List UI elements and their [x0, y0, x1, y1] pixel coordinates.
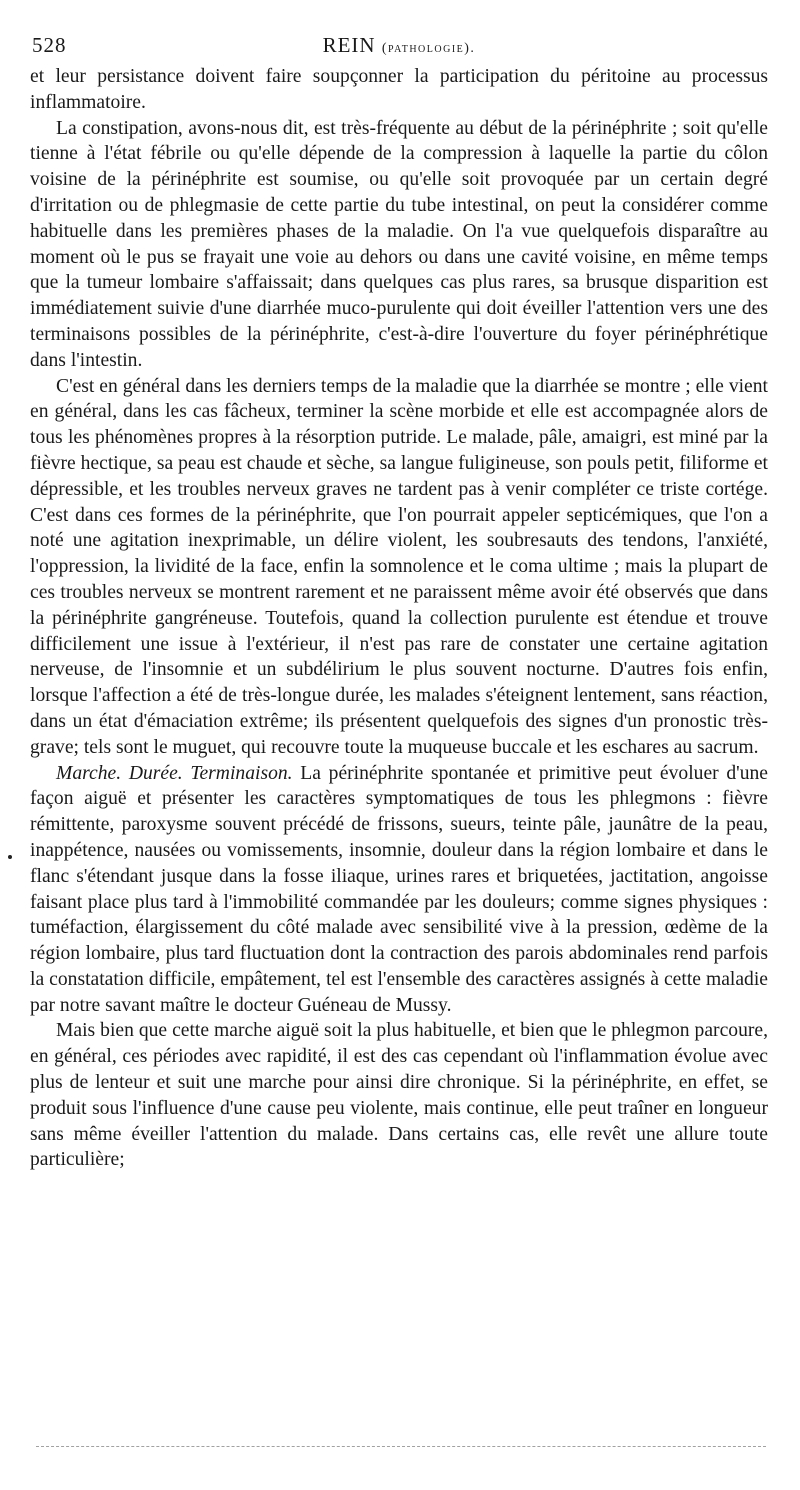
- paragraph-diarrhee: C'est en général dans les derniers temps de la maladie que la diarrhée se montre ; elle vient en général, dans les cas fâcheux, terminer la scène morbide et elle est accompagnée alors de tous les phénomènes propres à la résorption putride. Le malade, pâle, amaigri, est miné par la fièvre hectique, sa peau est chaude et sèche, sa langue fuligineuse, son pouls petit, filiforme et dépressible, et les troubles nerveux graves ne tardent pas à venir compléter ce triste cortége. C'est dans ces formes de la périnéphrite, que l'on pourrait appeler septicémiques, que l'on a noté une agitation inexprimable, un délire violent, les soubresauts des tendons, l'anxiété, l'oppression, la lividité de la face, enfin la somnolence et le coma ultime ; mais la plupart de ces troubles nerveux se montrent rarement et ne paraissent même avoir été observés que dans la périnéphrite gangréneuse. Toutefois, quand la collection purulente est étendue et trouve difficilement une issue à l'extérieur, il n'est pas rare de constater une certaine agitation nerveuse, de l'insomnie et un subdélirium le plus souvent nocturne. D'autres fois enfin, lorsque l'affection a été de très-longue durée, les malades s'éteignent lentement, sans réaction, dans un état d'émaciation extrême; ils présentent quelquefois des signes d'un pronostic très-grave; tels sont le muguet, qui recouvre toute la muqueuse buccale et les eschares au sacrum.: [30, 375, 768, 758]
- running-title-subtitle: (pathologie).: [381, 41, 476, 56]
- running-title: [30, 30, 768, 64]
- footer-dashed-rule: [36, 1446, 766, 1447]
- section-heading: Marche. Durée. Terminaison.: [56, 762, 293, 784]
- book-page: [30, 30, 768, 1171]
- margin-mark: [8, 855, 12, 859]
- body-text: [30, 64, 768, 1173]
- section-text: La périnéphrite spontanée et primitive peut évoluer d'une façon aiguë et présenter les caractères symptomatiques de tous les phlegmons : fièvre rémittente, paroxysme souvent précédé de frissons, sueurs, teinte pâle, jaunâtre de la peau, inappétence, nausées ou vomissements, insomnie, douleur dans la région lombaire et dans le flanc s'étendant jusque dans la fosse iliaque, urines rares et briquetées, jactitation, angoisse faisant place plus tard à l'immobilité commandée par les douleurs; comme signes physiques : tuméfaction, élargissement du côté malade avec sensibilité vive à la pression, œdème de la région lombaire, plus tard fluctuation dont la contraction des parois abdominales rend parfois la constatation difficile, empâtement, tel est l'ensemble des caractères assignés à cette maladie par notre savant maître le docteur Guéneau de Mussy.: [30, 762, 768, 1016]
- running-header: [30, 30, 768, 60]
- paragraph-continuation: et leur persistance doivent faire soupçonner la participation du péritoine au processus inflammatoire.: [30, 66, 768, 113]
- paragraph-constipation: La constipation, avons-nous dit, est très-fréquente au début de la périnéphrite ; soit qu'elle tienne à l'état fébrile ou qu'elle dépende de la compression à laquelle la partie du côlon voisine de la périnéphrite est soumise, ou qu'elle soit provoquée par un certain degré d'irritation ou de phlegmasie de cette partie du tube intestinal, on peut la considérer comme habituelle dans les premières phases de la maladie. On l'a vue quelquefois disparaître au moment où le pus se frayait une voie au dehors ou dans une cavité voisine, en même temps que la tumeur lombaire s'affaissait; dans quelques cas plus rares, sa brusque disparition est immédiatement suivie d'une diarrhée muco-purulente qui doit éveiller l'attention vers une des terminaisons possibles de la périnéphrite, c'est-à-dire l'ouverture du foyer périnéphrétique dans l'intestin.: [30, 117, 768, 371]
- page-number: 528: [32, 33, 67, 57]
- paragraph-chronique: Mais bien que cette marche aiguë soit la plus habituelle, et bien que le phlegmon parcoure, en général, ces périodes avec rapidité, il est des cas cependant où l'inflammation évolue avec plus de lenteur et suit une marche pour ainsi dire chronique. Si la périnéphrite, en effet, se produit sous l'influence d'une cause peu violente, mais continue, elle peut traîner en longueur sans même éveiller l'attention du malade. Dans certains cas, elle revêt une allure toute particulière;: [30, 1020, 768, 1171]
- paragraph-marche: [30, 761, 768, 1019]
- running-title-main: REIN: [322, 33, 376, 57]
